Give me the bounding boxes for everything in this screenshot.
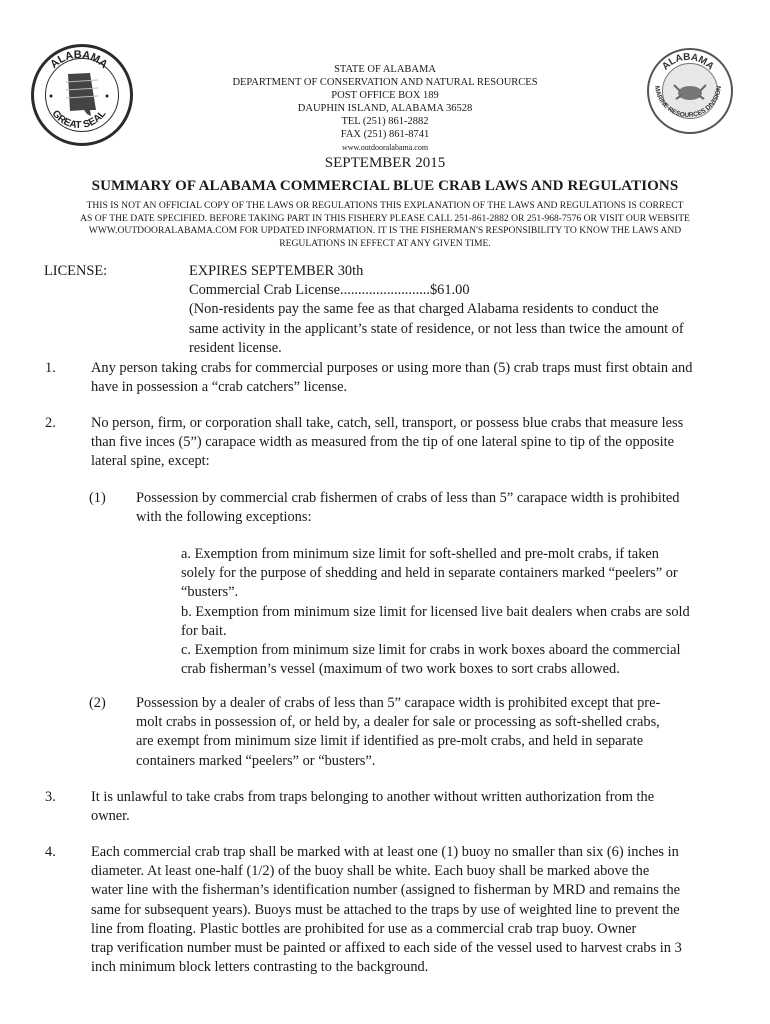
subitem-text — [136, 489, 679, 527]
item-number: 2. — [45, 415, 56, 431]
item-line: inch minimum block letters contrasting to the background. — [91, 959, 429, 976]
license-line: EXPIRES SEPTEMBER 30th — [189, 263, 364, 279]
item-text — [91, 359, 692, 397]
exception-line: “busters”. — [181, 584, 239, 601]
agency-line: DAUPHIN ISLAND, ALABAMA 36528 — [297, 103, 473, 114]
exception-line: solely for the purpose of shedding and held in separate containers marked “peelers” or — [181, 565, 678, 582]
agency-address-block — [0, 63, 770, 154]
subitem-line: with the following exceptions: — [136, 509, 312, 526]
license-label: LICENSE: — [44, 263, 108, 279]
agency-line: TEL (251) 861-2882 — [341, 116, 429, 127]
exception-line: crab fisherman’s vessel (maximum of two work boxes to sort crabs allowed. — [181, 661, 620, 678]
item-line: No person, firm, or corporation shall take, catch, sell, transport, or possess blue crabs that measure less — [91, 415, 684, 431]
item-line: diameter. At least one-half (1/2) of the buoy shall be white. Each buoy shall be marked above the — [91, 863, 650, 880]
subitem-line: are exempt from minimum size limit if identified as pre-molt crabs, and held in separate — [136, 733, 644, 750]
item-line: Any person taking crabs for commercial purposes or using more than (5) crab traps must first obtain and — [91, 360, 693, 376]
item-line: have in possession a “crab catchers” license. — [91, 379, 348, 396]
disclaimer-line: REGULATIONS IN EFFECT AT ANY GIVEN TIME. — [279, 237, 491, 249]
exception-line: b. Exemption from minimum size limit for licensed live bait dealers when crabs are sold — [181, 603, 690, 620]
license-line: (Non-residents pay the same fee as that charged Alabama residents to conduct the — [189, 301, 659, 318]
item-number: 1. — [45, 360, 56, 376]
exception-line: c. Exemption from minimum size limit for crabs in work boxes aboard the commercial — [181, 642, 681, 659]
item-line: water line with the fisherman’s identification number (assigned to fisherman by MRD and remains the — [91, 882, 681, 899]
item-number: 3. — [45, 789, 56, 805]
item-line: trap verification number must be painted or affixed to each side of the vessel used to harvest crabs in 3 — [91, 940, 682, 957]
agency-line: STATE OF ALABAMA — [334, 64, 436, 75]
disclaimer-line: AS OF THE DATE SPECIFIED. BEFORE TAKING PART IN THIS FISHERY PLEASE CALL 251-861-2882 OR 251-968-7576 OR VISIT OUR WEBSITE — [80, 212, 690, 224]
item-line: owner. — [91, 808, 130, 825]
agency-line: FAX (251) 861-8741 — [340, 129, 430, 140]
item-line: same for subsequent years). Buoys must be attached to the traps by use of weighted line to prevent the — [91, 901, 680, 918]
subitem-line: molt crabs in possession of, or held by, a dealer for sale or processing as soft-shelled crabs, — [136, 714, 660, 731]
item-line: lateral spine, except: — [91, 453, 210, 470]
subitem-text — [136, 694, 660, 771]
subitem-number: (1) — [89, 490, 106, 506]
document-title: SUMMARY OF ALABAMA COMMERCIAL BLUE CRAB LAWS AND REGULATIONS — [91, 178, 679, 194]
license-details — [189, 262, 684, 358]
svg-text:ALABAMA: ALABAMA — [660, 51, 716, 73]
svg-text:ALABAMA: ALABAMA — [48, 48, 110, 71]
item-text — [91, 788, 654, 826]
item-text — [91, 843, 682, 977]
disclaimer-line: WWW.OUTDOORALABAMA.COM FOR UPDATED INFORMATION. IT IS THE FISHERMAN'S RESPONSIBILITY TO KNOW THE LAWS AND — [88, 225, 682, 236]
svg-text:MARINE RESOURCES DIVISION: MARINE RESOURCES DIVISION — [652, 85, 723, 120]
document-date: SEPTEMBER 2015 — [324, 155, 446, 171]
exception-line: a. Exemption from minimum size limit for soft-shelled and pre-molt crabs, if taken — [181, 546, 659, 562]
license-line: same activity in the applicant’s state of residence, or not less than twice the amount of — [189, 320, 684, 337]
exceptions-list — [181, 545, 690, 679]
license-line: Commercial Crab License.........................$61.00 — [189, 282, 470, 299]
agency-website: www.outdooralabama.com — [341, 143, 429, 152]
item-line: than five inces (5”) carapace width as measured from the tip of one lateral spine to tip of the opposite — [91, 434, 675, 451]
agency-line: DEPARTMENT OF CONSERVATION AND NATURAL RESOURCES — [232, 77, 538, 88]
item-line: Each commercial crab trap shall be marked with at least one (1) buoy no smaller than six (6) inches in — [91, 844, 679, 860]
item-line: It is unlawful to take crabs from traps belonging to another without written authorization from the — [91, 789, 655, 805]
subitem-line: containers marked “peelers” or “busters”. — [136, 752, 376, 769]
subitem-line: Possession by a dealer of crabs of less than 5” carapace width is prohibited except that pre- — [136, 695, 661, 711]
svg-text:GREAT SEAL: GREAT SEAL — [49, 108, 109, 132]
disclaimer-line: THIS IS NOT AN OFFICIAL COPY OF THE LAWS OR REGULATIONS THIS EXPLANATION OF THE LAWS AND REGULATIONS IS CORRECT — [86, 200, 684, 211]
subitem-line: Possession by commercial crab fishermen of crabs of less than 5” carapace width is prohibited — [136, 490, 680, 506]
agency-line: POST OFFICE BOX 189 — [331, 90, 439, 101]
subitem-number: (2) — [89, 695, 106, 711]
item-line: line from floating. Plastic bottles are prohibited for use as a commercial crab trap buoy. Owner — [91, 920, 637, 937]
item-text — [91, 414, 683, 472]
license-line: resident license. — [189, 339, 282, 356]
item-number: 4. — [45, 844, 56, 860]
disclaimer — [40, 200, 730, 250]
exception-line: for bait. — [181, 622, 227, 639]
